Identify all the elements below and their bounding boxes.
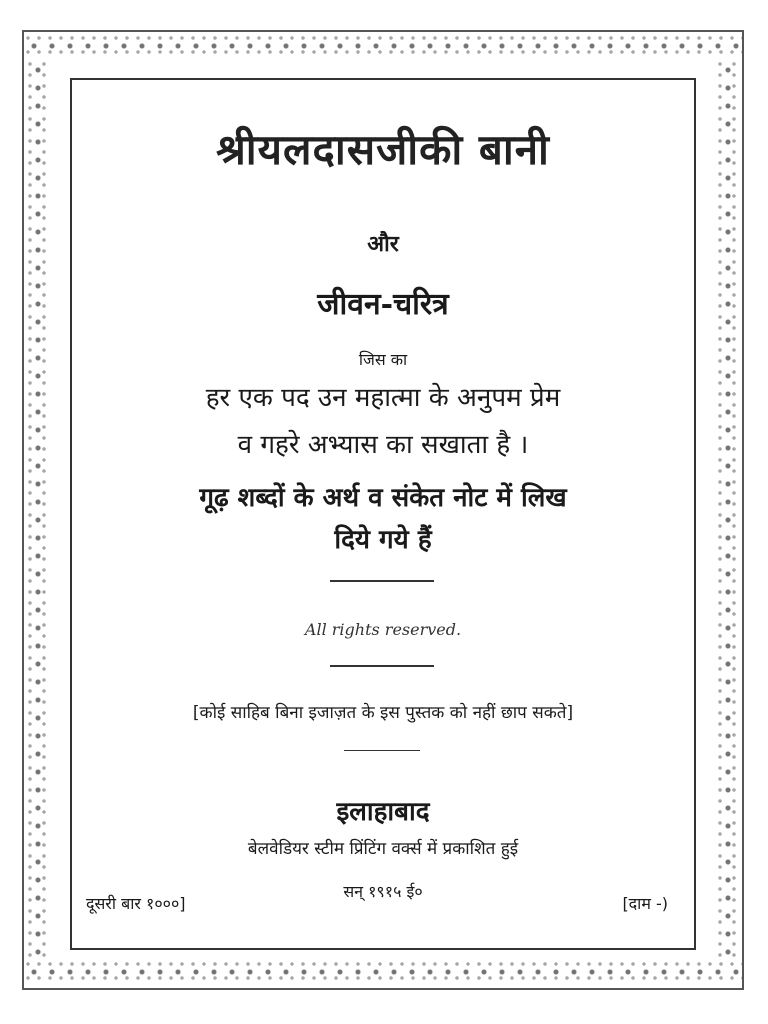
publisher-line: बेलवेडियर स्टीम प्रिंटिंग वर्क्स में प्रकाशित हुई: [247, 839, 519, 859]
divider-rule-1: [330, 580, 434, 582]
description-line-1: हर एक पद उन महात्मा के अनुपम प्रेम: [205, 383, 561, 413]
notes-line-1: गूढ़ शब्दों के अर्थ व संकेत नोट में लिख: [199, 483, 567, 513]
top-ornament-band: [24, 32, 742, 60]
connector-text: और: [367, 232, 399, 257]
publication-year: सन् १९१५ ई०: [343, 882, 423, 901]
edition-info: दूसरी बार १०००]: [86, 894, 186, 913]
description-line-2: व गहरे अभ्यास का सखाता है ।: [237, 430, 529, 460]
rights-notice: All rights reserved.: [304, 620, 462, 639]
jiska-text: जिस का: [358, 350, 408, 369]
notes-line-2: दिये गये हैं: [334, 525, 432, 555]
title-page-content: [72, 80, 694, 948]
publication-city: इलाहाबाद: [336, 797, 430, 827]
right-ornament-band: [714, 60, 742, 960]
divider-rule-2: [330, 665, 434, 667]
subtitle: जीवन-चरित्र: [317, 287, 449, 322]
copyright-notice: [कोई साहिब बिना इजाज़त के इस पुस्तक को नहीं छाप सकते]: [192, 703, 574, 723]
bottom-ornament-band: [24, 958, 742, 986]
price-info: [दाम -): [622, 894, 668, 913]
left-ornament-band: [24, 60, 52, 960]
divider-rule-3: [344, 750, 420, 751]
book-title: श्रीयलदासजीकी बानी: [216, 125, 550, 174]
